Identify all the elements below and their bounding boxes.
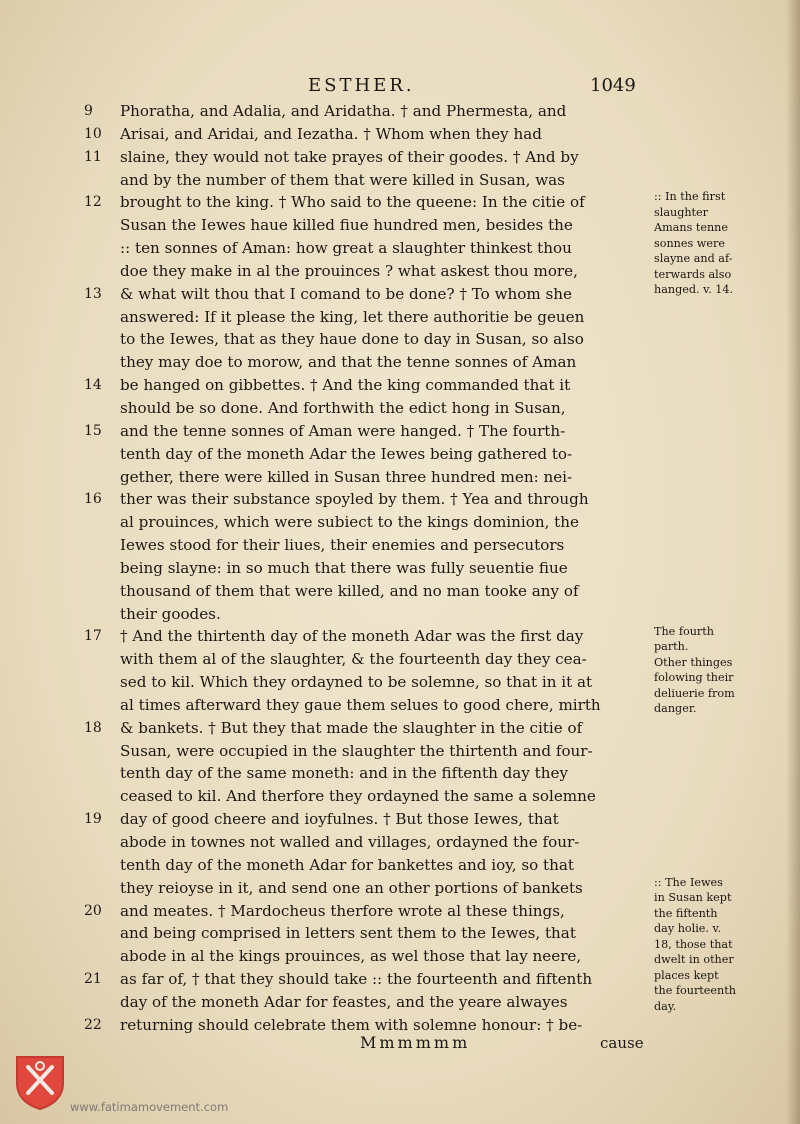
- margin-note: The fourth parth. Other thinges folowing their deliuerie from danger.: [654, 624, 735, 716]
- verse-text: their goodes.: [120, 604, 221, 623]
- verse-text: as far of, † that they should take :: the fourteenth and fiftenth: [120, 970, 593, 989]
- text-line: [84, 717, 800, 740]
- verse-number: 14: [84, 377, 102, 394]
- verse-text: ceased to kil. And therfore they ordayned the same a solemne: [120, 787, 596, 806]
- verse-text: tenth day of the same moneth: and in the fiftenth day they: [120, 764, 568, 783]
- text-line: [84, 443, 800, 466]
- verse-text: sed to kil. Which they ordayned to be solemne, so that in it at: [120, 673, 593, 692]
- verse-number: 17: [84, 628, 102, 645]
- text-line: [84, 740, 800, 763]
- verse-text: and by the number of them that were killed in Susan, was: [120, 170, 565, 189]
- verse-text: Susan the Iewes haue killed fiue hundred men, besides the: [120, 216, 573, 235]
- verse-text: and being comprised in letters sent them to the Iewes, that: [120, 924, 576, 943]
- verse-number: 22: [84, 1016, 102, 1033]
- verse-number: 16: [84, 491, 102, 508]
- verse-number: 11: [84, 148, 102, 165]
- verse-text: slaine, they would not take prayes of their goodes. † And by: [120, 147, 579, 166]
- text-line: [84, 374, 800, 397]
- text-line: [84, 580, 800, 603]
- verse-text: they may doe to morow, and that the tenne sonnes of Aman: [120, 353, 577, 372]
- text-line: [84, 831, 800, 854]
- verse-text: should be so done. And forthwith the edict hong in Susan,: [120, 398, 566, 417]
- verse-number: 20: [84, 902, 102, 919]
- margin-note: :: In the first slaughter Amans tenne sonnes were slayne and af- terwards also hanged. v. 14.: [654, 190, 734, 297]
- verse-text: tenth day of the moneth Adar for bankettes and ioy, so that: [120, 855, 574, 874]
- verse-text: and meates. † Mardocheus therfore wrote al these things,: [120, 901, 565, 920]
- verse-number: 12: [84, 194, 102, 211]
- margin-note: :: The Iewes in Susan kept the fiftenth day holie. v. 18, those that dwelt in other places kept the fourteenth day.: [654, 875, 736, 1013]
- text-line: [84, 306, 800, 329]
- text-line: [84, 100, 800, 123]
- text-line: [84, 351, 800, 374]
- verse-text: :: ten sonnes of Aman: how great a slaughter thinkest thou: [120, 239, 572, 258]
- signature-mark: Mmmmmm: [360, 1033, 471, 1052]
- running-title: ESTHER.: [308, 75, 415, 96]
- verse-text: Susan, were occupied in the slaughter the thirtenth and four-: [120, 741, 593, 760]
- text-line: [84, 328, 800, 351]
- catchword: cause: [600, 1034, 644, 1052]
- footer-website-url[interactable]: www.fatimamovement.com: [70, 1100, 229, 1114]
- text-line: [84, 854, 800, 877]
- verse-text: to the Iewes, that as they haue done to day in Susan, so also: [120, 330, 584, 349]
- verse-text: Arisai, and Aridai, and Iezatha. † Whom when they had: [120, 124, 542, 143]
- text-line: [84, 603, 800, 626]
- verse-text: day of good cheere and ioyfulnes. † But those Iewes, that: [120, 810, 559, 829]
- page-number: 1049: [590, 75, 636, 96]
- verse-text: doe they make in al the prouinces ? what askest thou more,: [120, 261, 578, 280]
- verse-text: abode in al the kings prouinces, as wel those that lay neere,: [120, 947, 582, 966]
- text-line: [84, 146, 800, 169]
- text-line: [84, 534, 800, 557]
- verse-text: & bankets. † But they that made the slaughter in the citie of: [120, 718, 583, 737]
- verse-text: al prouinces, which were subiect to the kings dominion, the: [120, 513, 579, 532]
- text-line: [84, 123, 800, 146]
- verse-text: † And the thirtenth day of the moneth Adar was the first day: [120, 627, 584, 646]
- verse-text: being slayne: in so much that there was fully seuentie fiue: [120, 558, 568, 577]
- verse-text: they reioyse in it, and send one an other portions of bankets: [120, 878, 583, 897]
- text-line: [84, 808, 800, 831]
- verse-number: 13: [84, 285, 102, 302]
- text-line: [84, 169, 800, 192]
- verse-number: 10: [84, 125, 102, 142]
- text-line: [84, 420, 800, 443]
- verse-text: gether, there were killed in Susan three hundred men: nei-: [120, 467, 573, 486]
- verse-text: answered: If it please the king, let there authoritie be geuen: [120, 307, 585, 326]
- verse-text: ther was their substance spoyled by them. † Yea and through: [120, 490, 589, 509]
- verse-text: & what wilt thou that I comand to be done? † To whom she: [120, 284, 572, 303]
- verse-text: al times afterward they gaue them selues to good chere, mirth: [120, 695, 601, 714]
- text-line: [84, 785, 800, 808]
- text-line: [84, 511, 800, 534]
- text-line: [84, 466, 800, 489]
- verse-text: tenth day of the moneth Adar the Iewes being gathered to-: [120, 444, 573, 463]
- text-line: [84, 397, 800, 420]
- verse-number: 9: [84, 103, 93, 119]
- text-line: [84, 488, 800, 511]
- verse-text: brought to the king. † Who said to the queene: In the citie of: [120, 193, 585, 212]
- verse-text: Phoratha, and Adalia, and Aridatha. † and Phermesta, and: [120, 102, 567, 120]
- verse-text: Iewes stood for their liues, their enemies and persecutors: [120, 536, 565, 555]
- verse-number: 21: [84, 971, 102, 988]
- verse-text: thousand of them that were killed, and no man tooke any of: [120, 581, 579, 600]
- verse-text: day of the moneth Adar for feastes, and the yeare alwayes: [120, 992, 568, 1011]
- verse-text: be hanged on gibbettes. † And the king commanded that it: [120, 376, 571, 395]
- verse-number: 15: [84, 422, 102, 439]
- text-line: [84, 557, 800, 580]
- text-line: [84, 762, 800, 785]
- verse-text: abode in townes not walled and villages, ordayned the four-: [120, 833, 580, 851]
- verse-text: returning should celebrate them with solemne honour: † be-: [120, 1015, 583, 1034]
- verse-text: and the tenne sonnes of Aman were hanged. † The fourth-: [120, 421, 566, 440]
- verse-number: 19: [84, 811, 102, 828]
- verse-number: 18: [84, 719, 102, 736]
- verse-text: with them al of the slaughter, & the fourteenth day they cea-: [120, 650, 587, 669]
- coat-of-arms-icon: [13, 1053, 67, 1111]
